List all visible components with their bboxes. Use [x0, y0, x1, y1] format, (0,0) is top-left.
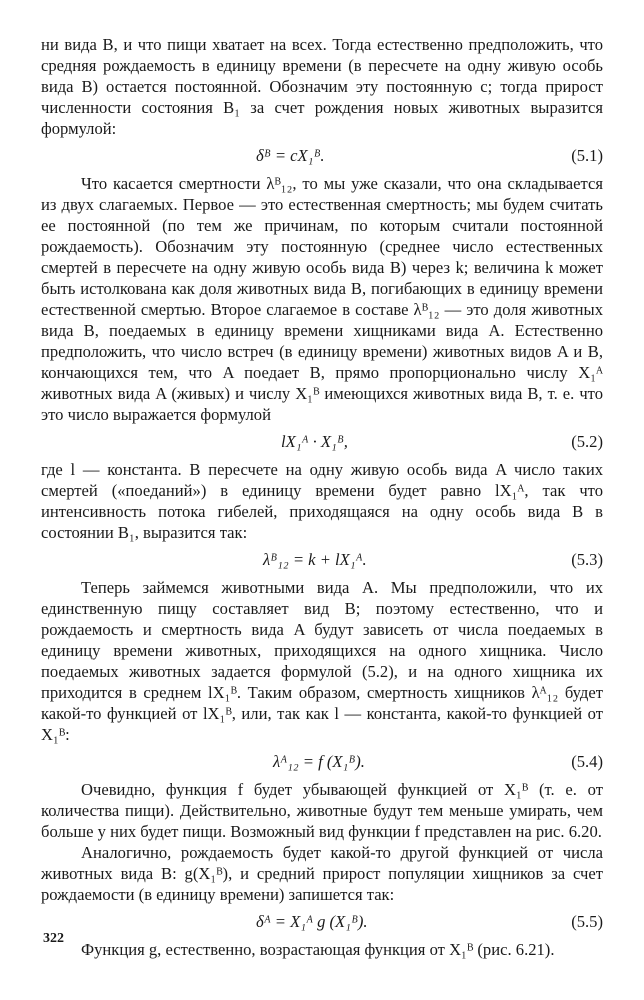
equation-5-5 — [41, 911, 603, 933]
page-body — [41, 34, 603, 960]
paragraph-5: Очевидно, функция f будет убывающей функцией от X₁ᴮ (т. е. от количества пищи). Действительно, животные будут тем меньше умирать, чем больше у них будет пищи. Возможный вид функции f представлен на рис. 6.20. — [41, 780, 603, 841]
equation-body: δᴬ = X₁ᴬ g (X₁ᴮ). — [256, 912, 368, 931]
equation-body: λᴬ₁₂ = f (X₁ᴮ). — [273, 752, 365, 771]
paragraph-3: где l — константа. В пересчете на одну живую особь вида A число таких смертей («поеданий») в единицу времени будет равно lX₁ᴬ, так что интенсивность потока гибелей, приходящаяся на одну особь вида B в состоянии B₁, выразится так: — [41, 460, 603, 542]
equation-number: (5.2) — [571, 432, 603, 451]
equation-body: λᴮ₁₂ = k + lX₁ᴬ. — [263, 550, 367, 569]
paragraph-7: Функция g, естественно, возрастающая функция от X₁ᴮ (рис. 6.21). — [81, 940, 555, 959]
paragraph-4: Теперь займемся животными вида A. Мы предположили, что их единственную пищу составляет вид B; поэтому естественно, что и рождаемость и смертность вида A будут зависеть от числа поедаемых в единицу времени животных, приходящихся на одного хищника. Число поедаемых животных задается формулой (5.2), и на одного хищника их приходится в среднем lX₁ᴮ. Таким образом, смертность хищников λᴬ₁₂ будет какой-то функцией от lX₁ᴮ, или, так как l — константа, какой-то функцией от X₁ᴮ: — [41, 578, 603, 744]
equation-body: lX₁ᴬ · X₁ᴮ, — [281, 432, 348, 451]
equation-number: (5.5) — [571, 912, 603, 931]
equation-number: (5.1) — [571, 146, 603, 165]
paragraph-2: Что касается смертности λᴮ₁₂, то мы уже сказали, что она складывается из двух слагаемых. Первое — это естественная смертность; мы будем считать ее постоянной (по тем же причинам, по которым считали постоянной рождаемость). Обозначим эту постоянную (среднее число естественных смертей в пересчете на одну живую особь вида B) через k; величина k может быть истолкована как доля животных вида B, погибающих в единицу времени естественной смертью. Второе слагаемое в составе λᴮ₁₂ — это доля животных вида B, поедаемых в единицу времени хищниками вида A. Естественно предположить, что число встреч (в единицу времени) животных видов A и B, кончающихся тем, что A поедает B, прямо пропорционально числу X₁ᴬ животных вида A (живых) и числу X₁ᴮ имеющихся животных вида B, т. е. что это число выражается формулой — [41, 174, 603, 424]
equation-5-1 — [41, 145, 603, 167]
page-number: 322 — [43, 931, 64, 946]
equation-number: (5.3) — [571, 550, 603, 569]
paragraph-1: ни вида B, и что пищи хватает на всех. Тогда естественно предположить, что средняя рождаемость в единицу времени (в пересчете на одну живую особь вида B) остается постоянной. Обозначим эту постоянную c; тогда прирост численности состояния B₁ за счет рождения новых животных выразится формулой: — [41, 35, 603, 138]
equation-5-2 — [41, 431, 603, 453]
equation-5-4 — [41, 751, 603, 773]
paragraph-6: Аналогично, рождаемость будет какой-то другой функцией от числа животных вида B: g(X₁ᴮ), и средний прирост популяции хищников за счет рождаемости (в единицу времени) запишется так: — [41, 843, 603, 904]
equation-number: (5.4) — [571, 752, 603, 771]
equation-5-3 — [41, 549, 603, 571]
equation-body: δᴮ = cX₁ᴮ. — [256, 146, 325, 165]
